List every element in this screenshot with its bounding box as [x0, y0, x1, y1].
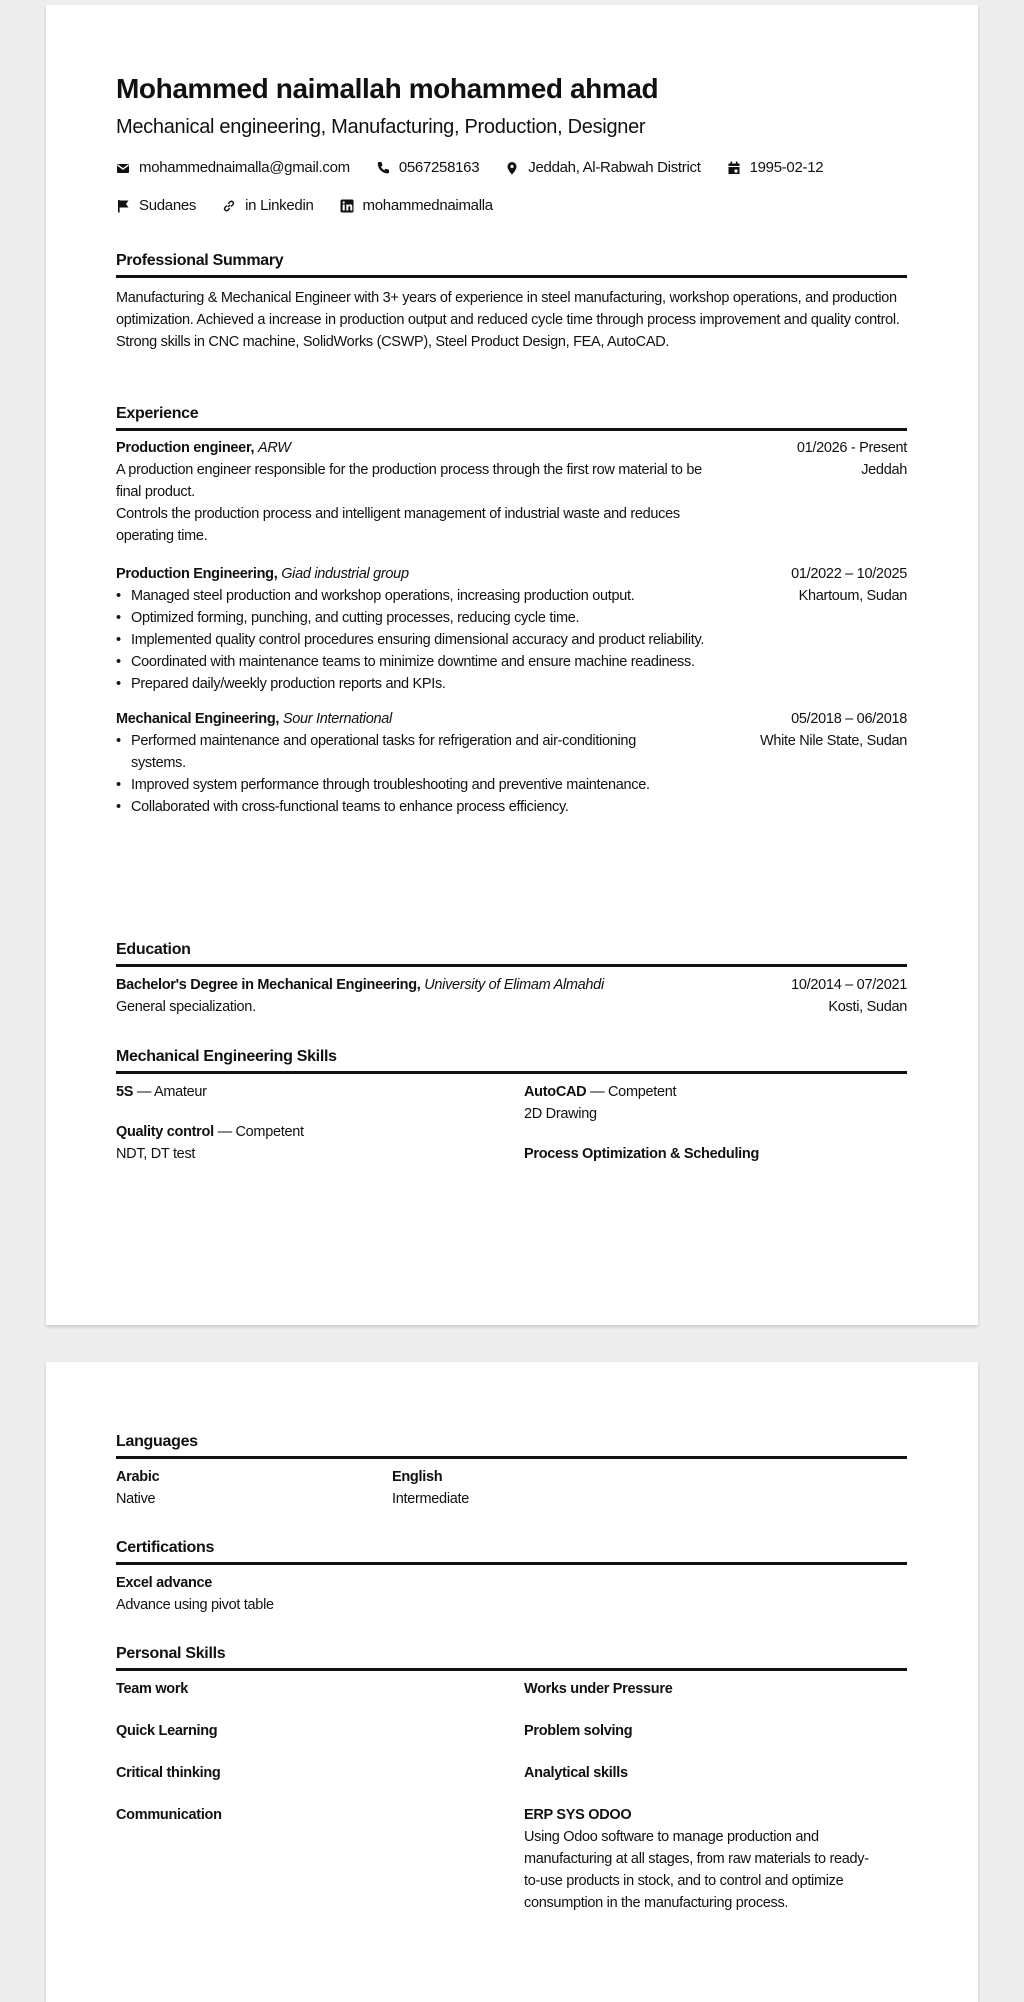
- skill-desc: 2D Drawing: [524, 1106, 597, 1122]
- skill-item: [524, 1081, 907, 1125]
- linkedin-link[interactable]: in Linkedin: [245, 197, 314, 214]
- email-link[interactable]: mohammednaimalla@gmail.com: [139, 159, 350, 176]
- job-bullet: • Improved system performance through troubleshooting and preventive maintenance.: [116, 774, 676, 796]
- certification-item: [116, 1572, 907, 1616]
- job-role: Production engineer,: [116, 440, 255, 456]
- skill-name: AutoCAD: [524, 1084, 587, 1100]
- birthdate: 1995-02-12: [749, 159, 824, 176]
- envelope-icon: [116, 161, 130, 175]
- candidate-title: Mechanical engineering, Manufacturing, Production, Designer: [116, 116, 646, 138]
- section-heading: Education: [116, 939, 907, 967]
- contact-row-2: [116, 195, 907, 217]
- job-dates: 05/2018 – 06/2018: [791, 711, 907, 727]
- job-entry: [116, 708, 907, 818]
- calendar-icon: [727, 161, 741, 175]
- education-entry: [116, 974, 907, 1018]
- section-heading: Mechanical Engineering Skills: [116, 1046, 907, 1074]
- job-dates: 01/2022 – 10/2025: [791, 566, 907, 582]
- personal-skill-desc: Using Odoo software to manage production and manufacturing at all stages, from raw materials to ready-to-use products in stock, and to control and optimize consumption in the manufacturing process.: [524, 1829, 869, 1911]
- personal-skills-section: [116, 1643, 907, 1914]
- job-entry: [116, 563, 907, 695]
- job-location: Khartoum, Sudan: [798, 588, 907, 604]
- language-level: Native: [116, 1491, 156, 1507]
- job-bullet: • Performed maintenance and operational tasks for refrigeration and air-conditioning systems.: [116, 730, 676, 774]
- personal-skill: Critical thinking: [116, 1765, 221, 1781]
- linkedin-handle[interactable]: mohammednaimalla: [362, 197, 493, 214]
- skill-name: Quality control: [116, 1124, 214, 1140]
- personal-skill: Problem solving: [524, 1723, 633, 1739]
- job-location: White Nile State, Sudan: [759, 733, 907, 749]
- section-heading: Languages: [116, 1431, 907, 1459]
- language-item: [392, 1466, 692, 1510]
- certification-desc: Advance using pivot table: [116, 1597, 274, 1613]
- job-company: Giad industrial group: [281, 566, 409, 582]
- school: University of Elimam Almahdi: [424, 977, 604, 993]
- certification-name: Excel advance: [116, 1575, 213, 1591]
- degree: Bachelor's Degree in Mechanical Engineering,: [116, 977, 421, 993]
- education-location: Kosti, Sudan: [828, 999, 907, 1015]
- job-company: Sour International: [282, 711, 392, 727]
- job-bullet: • Implemented quality control procedures ensuring dimensional accuracy and product reliability.: [116, 629, 726, 651]
- job-description: A production engineer responsible for the production process through the first row material to be final product.: [116, 462, 702, 500]
- location: Jeddah, Al-Rabwah District: [528, 159, 701, 176]
- personal-skill: Communication: [116, 1807, 222, 1823]
- job-company: ARW: [257, 440, 291, 456]
- map-pin-icon: [505, 161, 519, 175]
- education-note: General specialization.: [116, 999, 256, 1015]
- candidate-name: Mohammed naimallah mohammed ahmad: [116, 73, 659, 104]
- skill-name: 5S: [116, 1084, 134, 1100]
- job-description: Controls the production process and intelligent management of industrial waste and reduces operating time.: [116, 506, 680, 544]
- summary-text: Manufacturing & Mechanical Engineer with 3+ years of experience in steel manufacturing, workshop operations, and production optimization. Achieved a increase in production output and reduced cycle time through process improvement and quality control. Strong skills in CNC machine, SolidWorks (CSWP), Steel Product Design, FEA, AutoCAD.: [116, 290, 900, 350]
- skill-name: Process Optimization & Scheduling: [524, 1146, 760, 1162]
- job-bullet: • Optimized forming, punching, and cutting processes, reducing cycle time.: [116, 607, 726, 629]
- skill-level: — Competent: [217, 1124, 304, 1140]
- skill-item: [116, 1081, 524, 1125]
- personal-skill: Team work: [116, 1681, 188, 1697]
- personal-skill: Quick Learning: [116, 1723, 218, 1739]
- languages-section: [116, 1431, 907, 1510]
- phone-icon: [376, 161, 390, 175]
- language-name: Arabic: [116, 1469, 160, 1485]
- job-role: Production Engineering,: [116, 566, 278, 582]
- personal-skill: Works under Pressure: [524, 1681, 673, 1697]
- job-bullet: • Managed steel production and workshop operations, increasing production output.: [116, 585, 726, 607]
- personal-skill: Analytical skills: [524, 1765, 628, 1781]
- section-heading: Personal Skills: [116, 1643, 907, 1671]
- job-dates: 01/2026 - Present: [796, 440, 907, 456]
- education-section: [116, 939, 907, 1018]
- link-icon: [222, 199, 236, 213]
- job-entry: [116, 437, 907, 547]
- job-bullet: • Collaborated with cross-functional teams to enhance process efficiency.: [116, 796, 676, 818]
- language-level: Intermediate: [392, 1491, 469, 1507]
- nationality: Sudanes: [139, 197, 197, 214]
- flag-icon: [116, 199, 130, 213]
- summary-section: [116, 250, 907, 353]
- section-heading: Professional Summary: [116, 250, 907, 278]
- section-heading: Certifications: [116, 1537, 907, 1565]
- education-dates: 10/2014 – 07/2021: [791, 977, 907, 993]
- personal-skill: [524, 1804, 907, 1914]
- experience-section: [116, 403, 907, 818]
- phone-number: 0567258163: [398, 159, 480, 176]
- section-heading: Experience: [116, 403, 907, 431]
- job-bullet: • Prepared daily/weekly production reports and KPIs.: [116, 673, 726, 695]
- skill-level: — Amateur: [136, 1084, 207, 1100]
- linkedin-icon: [340, 199, 354, 213]
- skill-item: [116, 1121, 524, 1165]
- certifications-section: [116, 1537, 907, 1616]
- job-location: Jeddah: [861, 462, 907, 478]
- skill-desc: NDT, DT test: [116, 1146, 196, 1162]
- contact-row-1: [116, 157, 907, 179]
- skill-level: — Competent: [590, 1084, 677, 1100]
- language-name: English: [392, 1469, 443, 1485]
- skill-item: [524, 1143, 907, 1165]
- language-item: [116, 1466, 392, 1510]
- job-bullet: • Coordinated with maintenance teams to minimize downtime and ensure machine readiness.: [116, 651, 726, 673]
- personal-skill-name: ERP SYS ODOO: [524, 1807, 632, 1823]
- mech-skills-section: [116, 1046, 907, 1165]
- job-role: Mechanical Engineering,: [116, 711, 280, 727]
